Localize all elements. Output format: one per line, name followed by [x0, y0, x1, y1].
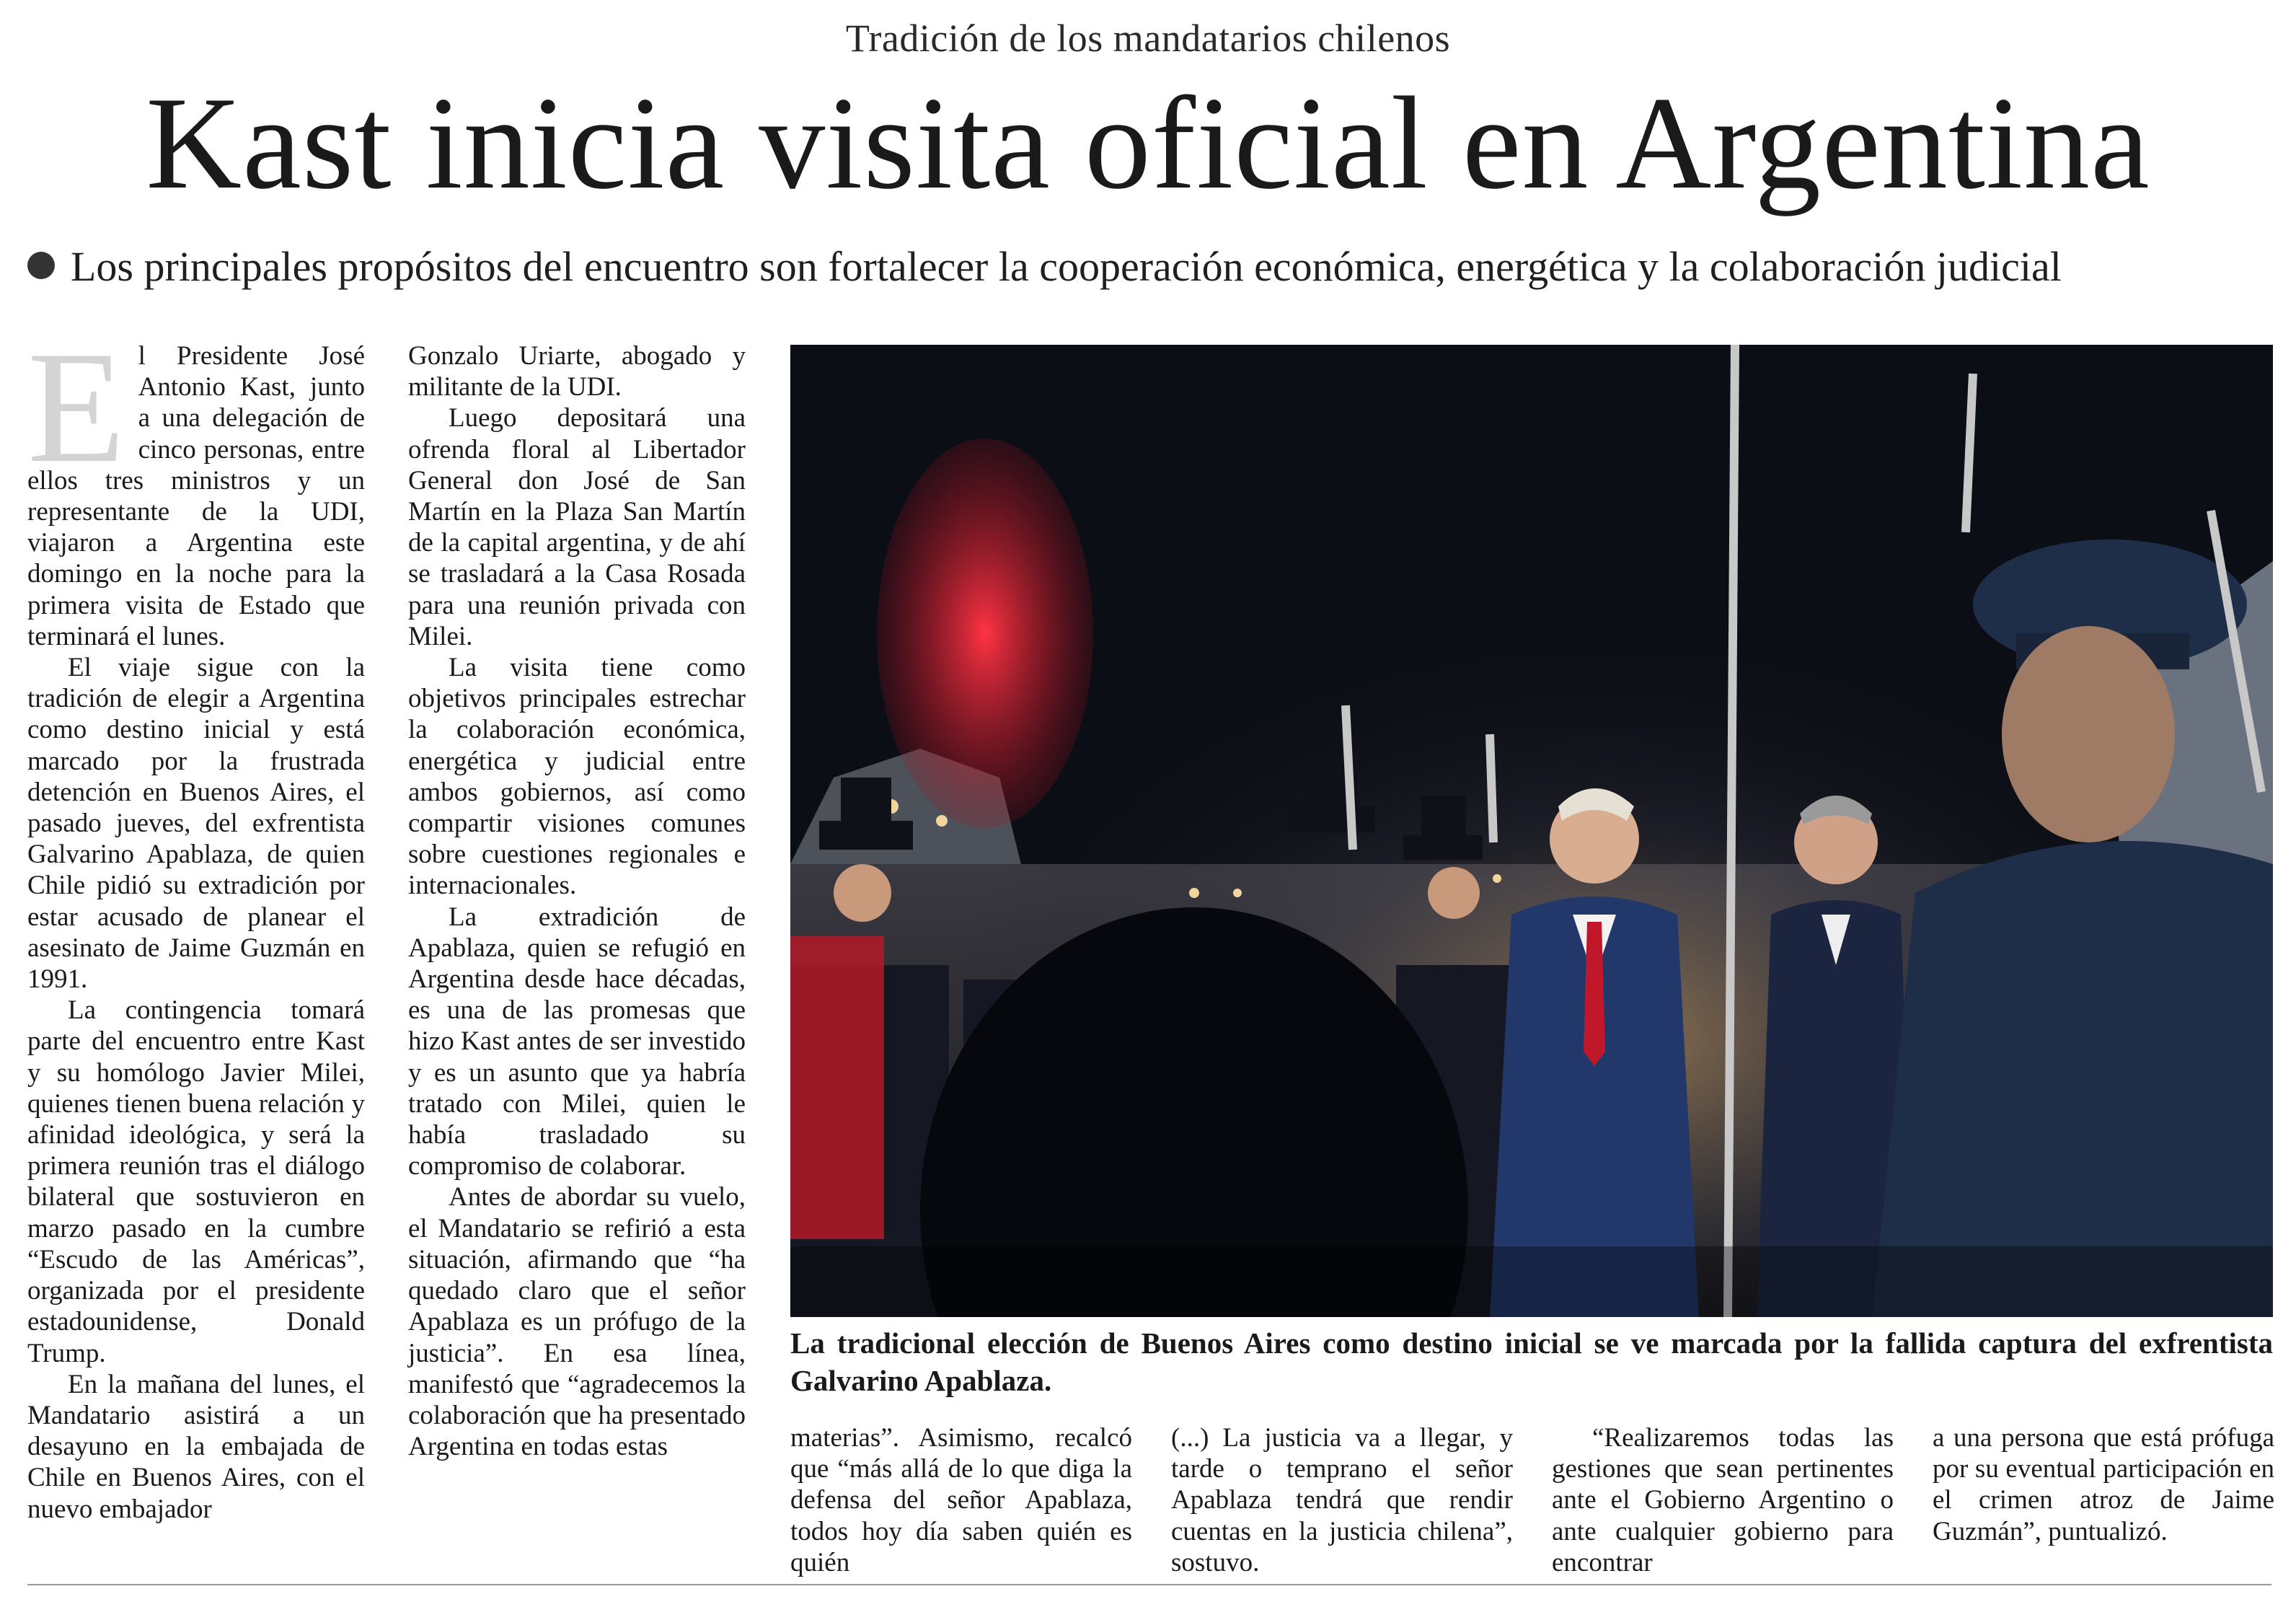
paragraph: El viaje sigue con la tradición de elegir a Argentina como destino inicial y está marcado por la frustrada detención en Buenos Aires, el pasado jueves, del exfrentista Galvarino Apablaza, de quien Chile pidió su extradición por estar acusado de planear el asesinato de Jaime Guzmán en 1991. [27, 653, 365, 995]
article-column-3 [790, 1422, 1132, 1578]
paragraph: La visita tiene como objetivos principales estrechar la colaboración económica, energética y judicial entre ambos gobiernos, así como compartir visiones comunes sobre cuestiones regionales e internacionales. [408, 653, 746, 901]
paragraph: La contingencia tomará parte del encuentro entre Kast y su homólogo Javier Milei, quienes tienen buena relación y afinidad ideológica, y será la primera reunión tras el diálogo bilateral que sostuvieron en marzo pasado en la cumbre “Escudo de las Américas”, organizada por el presidente estadounidense, Donald Trump. [27, 995, 365, 1368]
paragraph: Luego depositará una ofrenda floral al Libertador General don José de San Martín en la Plaza San Martín de la capital argentina, y de ahí se trasladará a la Casa Rosada para una reunión privada con Milei. [408, 403, 746, 651]
article-headline: Kast inicia visita oficial en Argentina [146, 69, 2150, 216]
paragraph: Gonzalo Uriarte, abogado y militante de la UDI. [408, 341, 746, 402]
paragraph: (...) La justicia va a llegar, y tarde o temprano el señor Apablaza tendrá que rendir cuentas en la justicia chilena”, sostuvo. [1171, 1423, 1513, 1577]
bullet-icon [27, 252, 55, 279]
article-subhead [27, 241, 2270, 293]
article-kicker: Tradición de los mandatarios chilenos [845, 17, 1451, 60]
dropcap: E [27, 319, 125, 496]
paragraph: materias”. Asimismo, recalcó que “más allá de lo que diga la defensa del señor Apablaza, todos hoy día saben quién es quién [790, 1423, 1132, 1577]
photo-caption: La tradicional elección de Buenos Aires como destino inicial se ve marcada por la fallida captura del exfrentista Galvarino Apablaza. [790, 1326, 2273, 1397]
photo-illustration [790, 345, 2273, 1317]
paragraph: Antes de abordar su vuelo, el Mandatario se refirió a esta situación, afirmando que “ha quedado claro que el señor Apablaza es un prófugo de la justicia”. En esa línea, manifestó que “agradecemos la colaboración que ha presentado Argentina en todas estas [408, 1182, 746, 1462]
paragraph: La extradición de Apablaza, quien se refugió en Argentina desde hace décadas, es una de las promesas que hizo Kast antes de ser investido y es un asunto que ya habría tratado con Milei, quien le había trasladado su compromiso de colaborar. [408, 902, 746, 1181]
news-photo [790, 345, 2273, 1317]
article-column-5 [1552, 1422, 1894, 1578]
paragraph: l Presidente José Antonio Kast, junto a una delegación de cinco personas, entre ellos tres ministros y un representante de la UDI, viajaron a Argentina este domingo en la noche para la primera visita de Estado que terminará el lunes. [27, 341, 365, 651]
paragraph: a una persona que está prófuga por su eventual participación en el crimen atroz de Jaime Guzmán”, puntualizó. [1933, 1423, 2274, 1546]
article-column-6 [1933, 1422, 2274, 1547]
paragraph: En la mañana del lunes, el Mandatario asistirá a un desayuno en la embajada de Chile en Buenos Aires, con el nuevo embajador [27, 1369, 365, 1524]
article-column-4 [1171, 1422, 1513, 1578]
paragraph: “Realizaremos todas las gestiones que sean pertinentes ante el Gobierno Argentino o ante cualquier gobierno para encontrar [1552, 1423, 1894, 1577]
subhead-text: Los principales propósitos del encuentro son fortalecer la cooperación económica, energética y la colaboración judicial [71, 243, 2062, 290]
bottom-rule [27, 1584, 2271, 1585]
article-column-2 [408, 340, 746, 1462]
article-column-1 [27, 319, 365, 1525]
